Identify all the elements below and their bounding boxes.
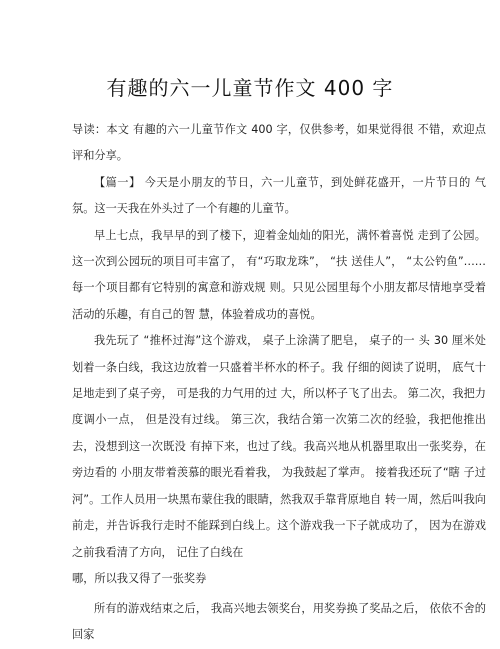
paragraph-3-tail: 哪，所以我又得了一张奖券 (72, 571, 207, 585)
document-title: 有趣的六一儿童节作文 400 字 (106, 76, 394, 100)
paragraph-1: 【篇一】 今天是小朋友的节日，六一儿童节，到处鲜花盛开，一片节日的 气氛。这一天我在外头过了一个有趣的儿童节。 (72, 175, 486, 216)
document-body (72, 117, 486, 649)
paragraph-2: 早上七点，我早早的到了楼下，迎着金灿灿的阳光，满怀着喜悦 走到了公园。这一次到公园玩的项目可丰富了， 有“巧取龙珠”， “扶 送佳人”， “太公钓鱼”……每一个项目都有它特别的寓意和游戏规 则。只见公园里每个小朋友都尽情地享受着活动的乐趣，有自己的智 慧，体验着成功的喜悦。 (72, 228, 486, 321)
paragraph-4: 所有的游戏结束之后， 我高兴地去领奖台，用奖券换了奖品之后， 依依不舍的回家 (72, 601, 486, 642)
paragraph-3: 我先玩了 “推杯过海”这个游戏， 桌子上涂满了肥皂， 桌子的一 头 30 厘米处划着一条白线，我这边放着一只盛着半杯水的杯子。我 仔细的阅读了说明， 底气十足地走到了桌子旁， 可是我的力气用的过 大，所以杯子飞了出去。 第二次，我把力度调小一点， 但是没有过线。 第三次，我结合第一次第二次的经验，我把他推出去，没想到这一次既没 有掉下来，也过了线。我高兴地从机器里取出一张奖券，在旁边看的 小朋友带着羡慕的眼光看着我， 为我鼓起了掌声。 接着我还玩了“瞎 子过河”。工作人员用一块黑布蒙住我的眼睛，然我双手靠背原地自 转一周，然后叫我向前走，并告诉我行走时不能踩到白线上。这个游戏我一下子就成功了， 因为在游戏之前我看清了方向， 记住了白线在 (72, 334, 486, 559)
intro-paragraph: 导读：本文 有趣的六一儿童节作文 400 字，仅供参考，如果觉得很 不错，欢迎点评和分享。 (72, 123, 486, 163)
